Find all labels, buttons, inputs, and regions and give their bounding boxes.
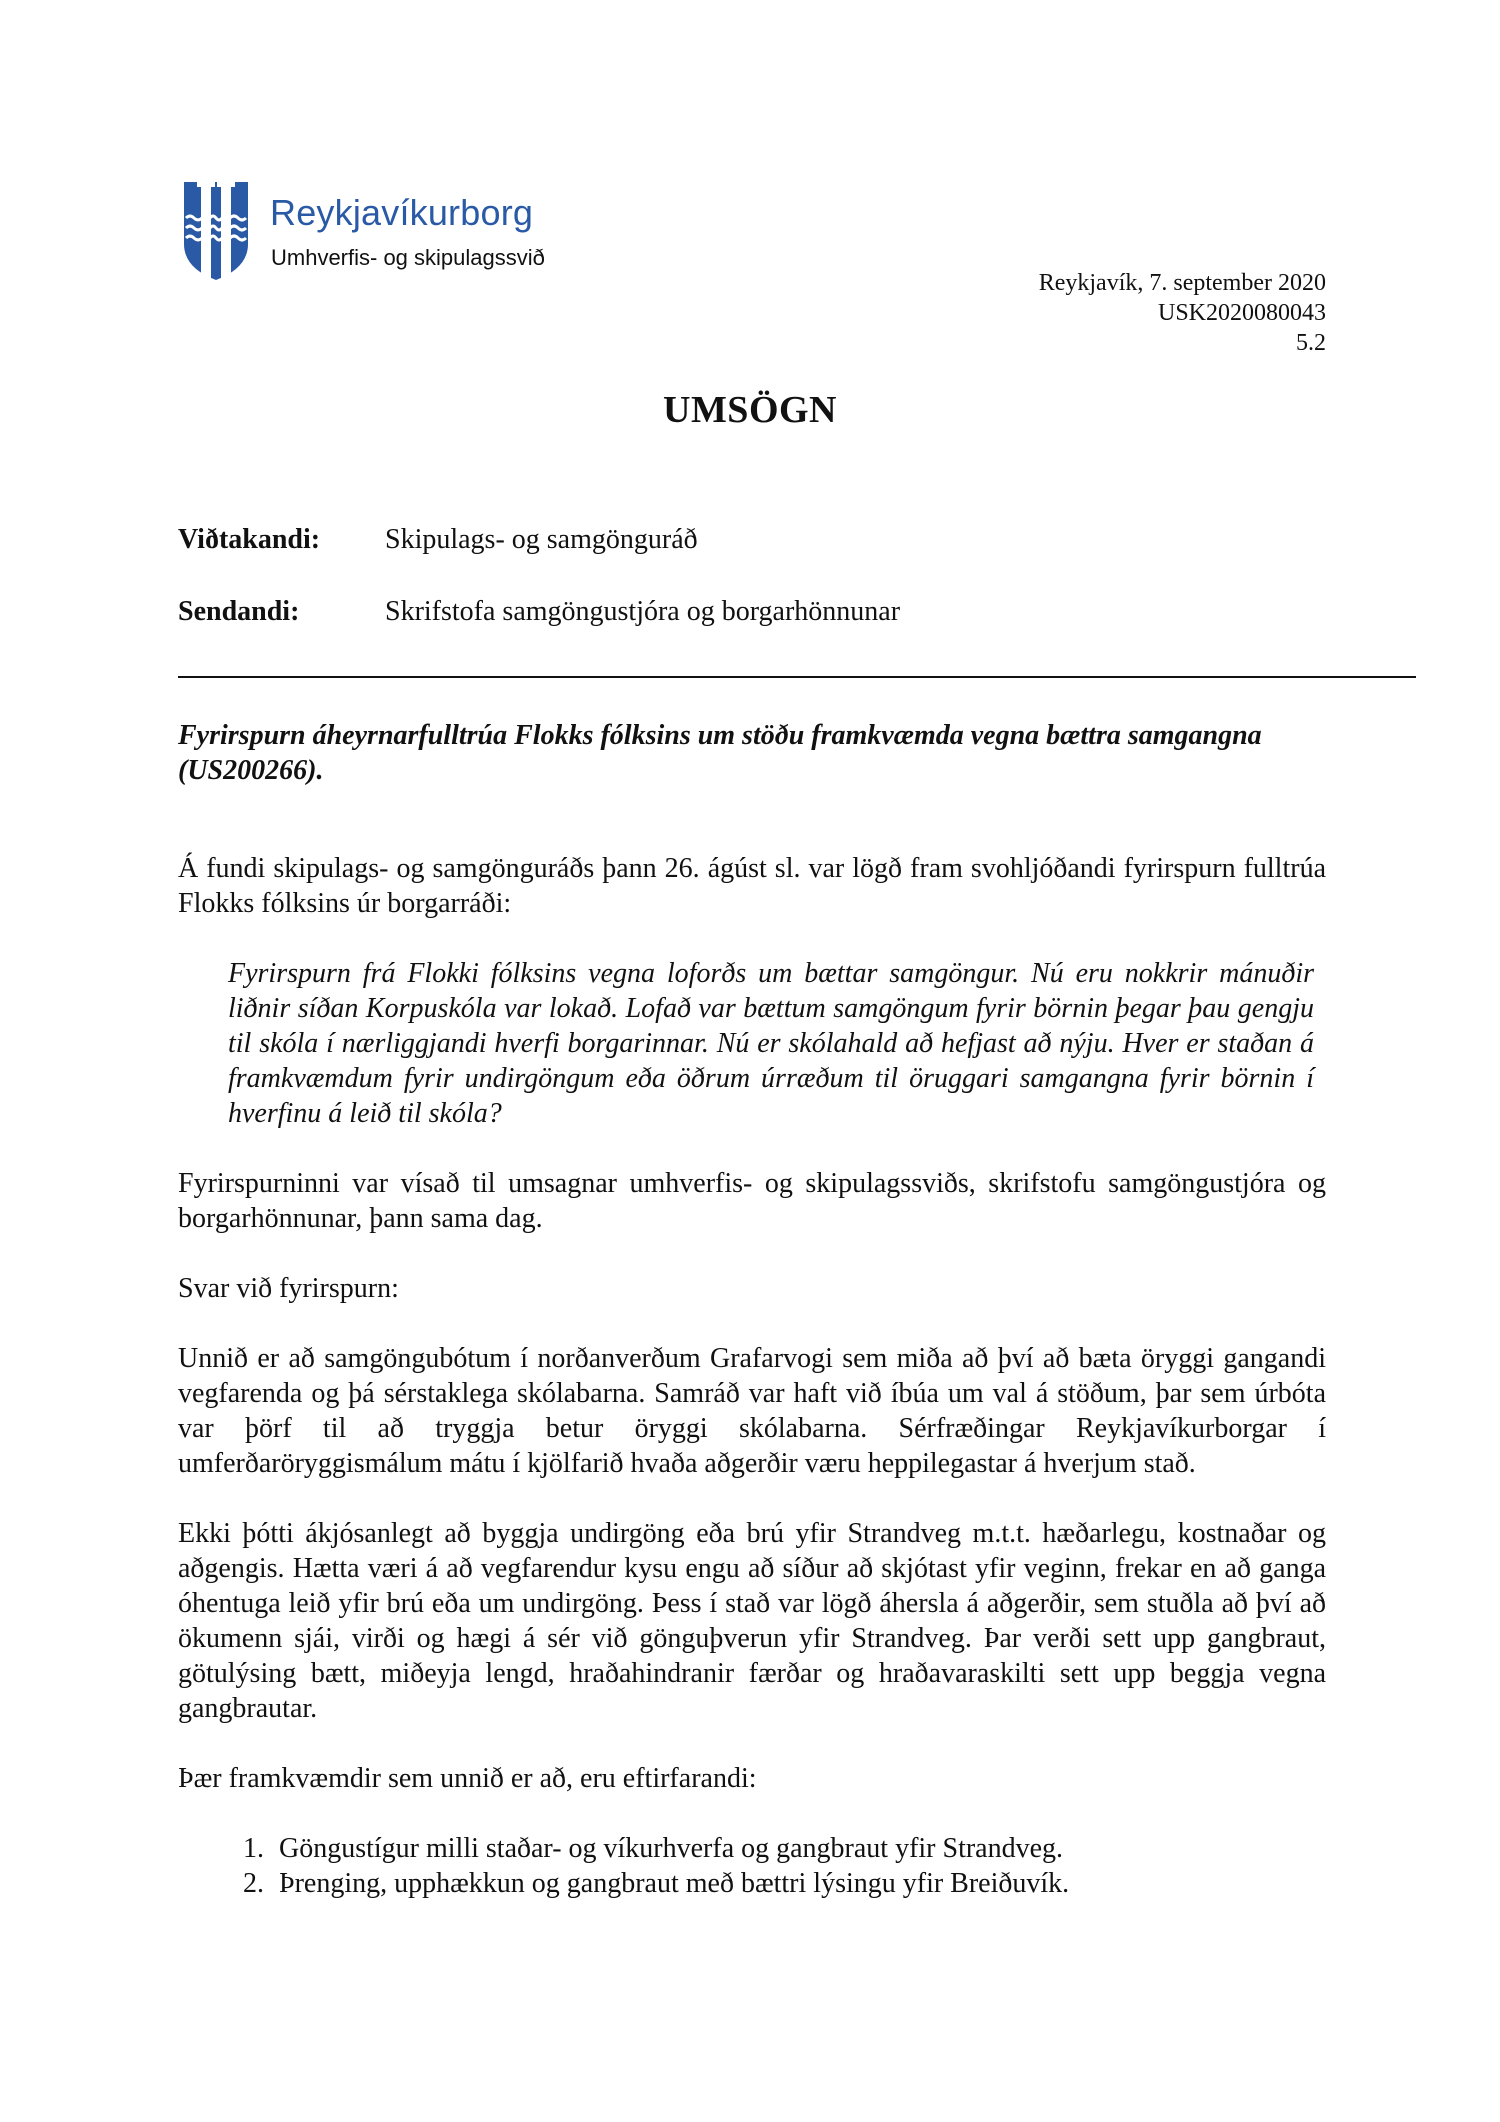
date-line: Reykjavík, 7. september 2020: [1038, 270, 1326, 296]
org-name: Reykjavíkurborg: [270, 192, 534, 233]
referral-paragraph: Fyrirspurninni var vísað til umsagnar umhverfis- og skipulagssviðs, skrifstofu samgöngustjóra og borgarhönnunar, þann sama dag.: [178, 1168, 1326, 1234]
document-body: [178, 718, 1326, 1901]
subject-line: Fyrirspurn áheyrnarfulltrúa Flokks fólksins um stöðu framkvæmda vegna bættra samgangna (US200266).: [178, 720, 1262, 786]
quoted-inquiry: Fyrirspurn frá Flokki fólksins vegna loforðs um bættar samgöngur. Nú eru nokkrir mánuðir liðnir síðan Korpuskóla var lokað. Lofað var bættum samgöngum fyrir börnin þegar þau gengju til skóla í nærliggjandi hverfi borgarinnar. Nú er skólahald að hefjast að nýju. Hver er staðan á framkvæmdum fyrir undirgöngum eða öðrum úrræðum til öruggari samgangna fyrir börnin í hverfinu á leið til skóla?: [228, 958, 1314, 1129]
list-item: 1. Göngustígur milli staðar- og víkurhverfa og gangbraut yfir Strandveg.: [271, 1831, 1326, 1866]
measures-list: [178, 1831, 1326, 1901]
sender-value: Skrifstofa samgöngustjóra og borgarhönnunar: [385, 596, 901, 627]
page-title: UMSÖGN: [663, 389, 837, 431]
list-item: 2. Þrenging, upphækkun og gangbraut með bættri lýsingu yfir Breiðuvík.: [271, 1866, 1326, 1901]
department-name: Umhverfis- og skipulagssvið: [271, 245, 545, 270]
sender-label: Sendandi:: [178, 596, 300, 627]
case-number: USK2020080043: [1157, 300, 1326, 326]
item-number: 5.2: [1296, 330, 1326, 356]
header-divider: [178, 676, 1416, 678]
answer-paragraph-1: Unnið er að samgöngubótum í norðanverðum Grafarvogi sem miða að því að bæta öryggi gangandi vegfarenda og þá sérstaklega skólabarna. Samráð var haft við íbúa um val á stöðum, þar sem úrbóta var þörf til að tryggja betur öryggi skólabarna. Sérfræðingar Reykjavíkurborgar í umferðaröryggismálum mátu í kjölfarið hvaða aðgerðir væru heppilegastar á hverjum stað.: [178, 1343, 1326, 1479]
recipient-row: [178, 524, 698, 556]
intro-paragraph: Á fundi skipulags- og samgönguráðs þann 26. ágúst sl. var lögð fram svohljóðandi fyrirspurn fulltrúa Flokks fólksins úr borgarráði:: [178, 853, 1326, 919]
recipient-label: Viðtakandi:: [178, 524, 321, 555]
org-logo: [182, 180, 622, 290]
recipient-value: Skipulags- og samgönguráð: [385, 524, 698, 555]
reykjavik-shield-icon: [182, 180, 250, 282]
reference-block: [1039, 268, 1326, 358]
answer-paragraph-2: Ekki þótti ákjósanlegt að byggja undirgöng eða brú yfir Strandveg m.t.t. hæðarlegu, kostnaðar og aðgengis. Hætta væri á að vegfarendur kysu engu að síður að skjótast yfir veginn, frekar en að ganga óhentuga leið yfir brú eða um undirgöng. Þess í stað var lögð áhersla á aðgerðir, sem stuðla að því að ökumenn sjái, virði og hægi á sér við gönguþverun yfir Strandveg. Þar verði sett upp gangbraut, götulýsing bætt, miðeyja lengd, hraðahindranir færðar og hraðavaraskilti sett upp beggja vegna gangbrautar.: [178, 1518, 1326, 1724]
sender-row: [178, 596, 900, 628]
list-intro: Þær framkvæmdir sem unnið er að, eru eftirfarandi:: [178, 1763, 757, 1794]
answer-heading: Svar við fyrirspurn:: [178, 1273, 399, 1304]
